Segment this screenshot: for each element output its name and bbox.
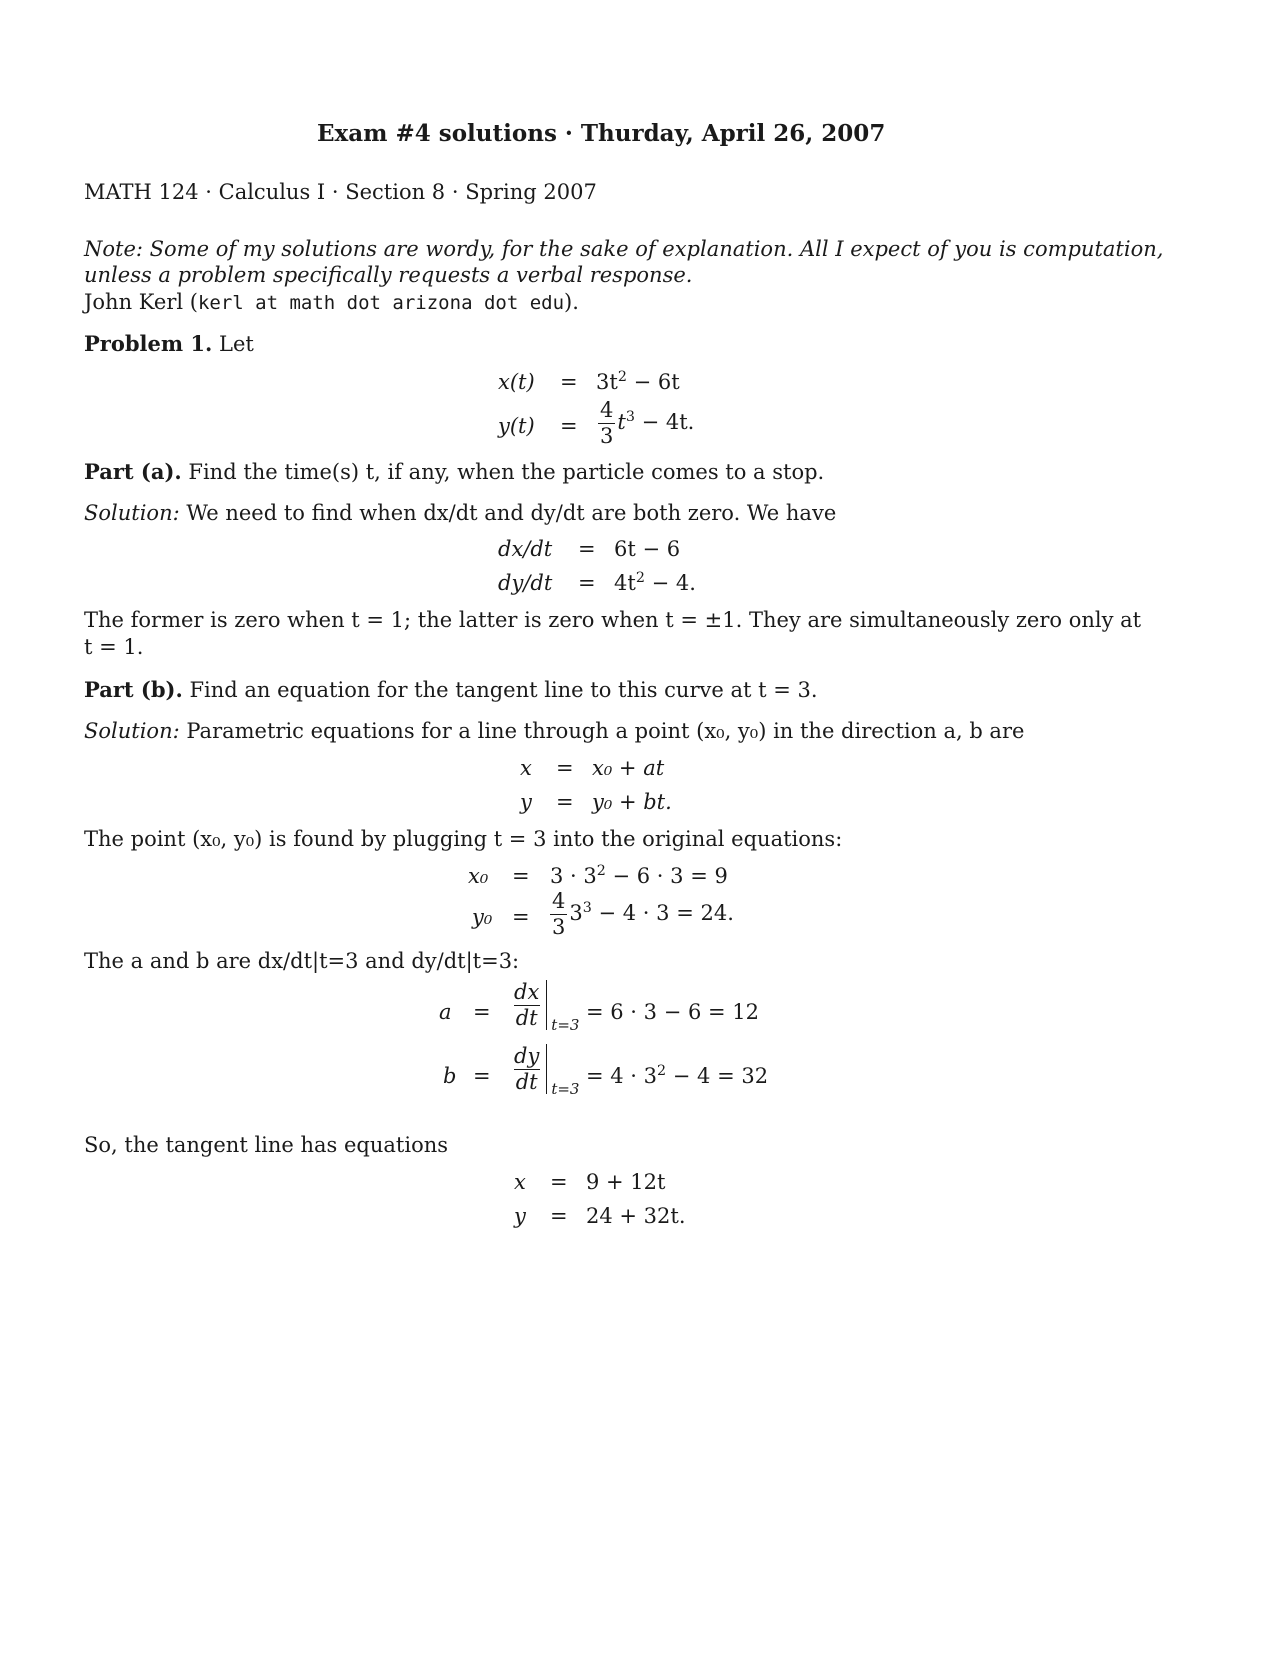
eq-y-rhs-t: t bbox=[617, 410, 626, 434]
y0-rhs-b: − 4 · 3 = 24. bbox=[591, 901, 734, 925]
b-eval-bar bbox=[546, 1044, 580, 1098]
tan-y-rhs: 24 + 32t. bbox=[586, 1204, 686, 1228]
a-equals: = bbox=[473, 1000, 491, 1024]
author-line bbox=[84, 292, 579, 313]
eq-x-rhs-b: − 6t bbox=[626, 370, 680, 394]
eq-y-lhs: y(t) bbox=[498, 414, 535, 438]
part-a-solution-line bbox=[84, 503, 836, 524]
a-den: dt bbox=[515, 1005, 538, 1030]
y0-rhs-exp: 3 bbox=[582, 900, 592, 917]
y0-equals: = bbox=[512, 905, 530, 929]
b-num: dy bbox=[514, 1043, 540, 1068]
eq-y-rhs-exp: 3 bbox=[625, 409, 635, 426]
a-lhs: a bbox=[439, 1000, 452, 1024]
b-rhs-exp: 2 bbox=[657, 1063, 667, 1080]
part-a-text: Find the time(s) t, if any, when the particle comes to a stop. bbox=[188, 460, 825, 484]
dy-equals: = bbox=[578, 571, 596, 595]
eq-x-rhs-a: 3t bbox=[596, 370, 618, 394]
part-b-solution-text: Parametric equations for a line through a point (x₀, y₀) in the direction a, b are bbox=[186, 719, 1025, 743]
line-x-rhs: x₀ + at bbox=[592, 756, 665, 780]
eq-x-equals: = bbox=[560, 370, 578, 394]
part-b-solution-line bbox=[84, 721, 1024, 742]
note-prefix: Note: bbox=[84, 237, 143, 261]
b-rhs-a: = 4 · 3 bbox=[586, 1064, 658, 1088]
a-frac bbox=[512, 979, 541, 1030]
ab-text: The a and b are dx/dt|t=3 and dy/dt|t=3: bbox=[84, 949, 520, 973]
author-name: John Kerl ( bbox=[84, 290, 198, 314]
part-a-solution-text: We need to find when dx/dt and dy/dt are both zero. We have bbox=[186, 501, 837, 525]
part-a-conclusion-2: t = 1. bbox=[84, 635, 144, 659]
dy-rhs-b: − 4. bbox=[644, 571, 696, 595]
a-rhs: = 6 · 3 − 6 = 12 bbox=[586, 1000, 759, 1024]
part-a-conclusion-1: The former is zero when t = 1; the latter is zero when t = ±1. They are simultaneously zero only at bbox=[84, 608, 1142, 632]
problem-text: Let bbox=[219, 332, 254, 356]
part-a-heading: Part (a). bbox=[84, 459, 182, 484]
eq-y-rhs-b: − 4t. bbox=[634, 410, 695, 434]
part-a-line bbox=[84, 461, 824, 483]
line-y-rhs: y₀ + bt. bbox=[592, 790, 672, 814]
b-frac bbox=[512, 1043, 541, 1094]
b-rhs bbox=[586, 1063, 769, 1088]
b-equals: = bbox=[473, 1064, 491, 1088]
y0-lhs: y₀ bbox=[472, 905, 493, 929]
part-b-solution-label: Solution: bbox=[84, 719, 180, 743]
line-x-equals: = bbox=[556, 756, 574, 780]
y0-frac-num: 4 bbox=[552, 889, 566, 913]
tan-y-lhs: y bbox=[514, 1204, 526, 1228]
tan-x-equals: = bbox=[550, 1170, 568, 1194]
a-num: dx bbox=[514, 979, 540, 1004]
dx-rhs: 6t − 6 bbox=[614, 537, 681, 561]
x0-lhs: x₀ bbox=[468, 864, 489, 888]
line-y-equals: = bbox=[556, 790, 574, 814]
dy-rhs bbox=[614, 570, 696, 595]
course-line: MATH 124 · Calculus I · Section 8 · Spring 2007 bbox=[84, 180, 597, 204]
so-text: So, the tangent line has equations bbox=[84, 1133, 449, 1157]
eq-y-frac-den: 3 bbox=[600, 424, 614, 448]
tan-y-equals: = bbox=[550, 1204, 568, 1228]
dy-rhs-exp: 2 bbox=[635, 570, 645, 587]
y0-rhs-a: 3 bbox=[569, 901, 583, 925]
part-b-line bbox=[84, 679, 818, 701]
note-line-2: unless a problem specifically requests a verbal response. bbox=[84, 263, 693, 287]
tan-x-rhs: 9 + 12t bbox=[586, 1170, 666, 1194]
y0-frac bbox=[550, 891, 567, 938]
problem-heading-line bbox=[84, 333, 254, 355]
x0-equals: = bbox=[512, 864, 530, 888]
part-a-solution-label: Solution: bbox=[84, 501, 180, 525]
point-text: The point (x₀, y₀) is found by plugging t = 3 into the original equations: bbox=[84, 827, 843, 851]
y0-rhs bbox=[548, 891, 734, 938]
dy-lhs: dy/dt bbox=[498, 571, 553, 595]
eq-y-equals: = bbox=[560, 414, 578, 438]
eq-y-rhs bbox=[596, 400, 694, 447]
b-eval: t=3 bbox=[551, 1080, 580, 1098]
author-email: kerl at math dot arizona dot edu bbox=[197, 292, 565, 314]
tan-x-lhs: x bbox=[514, 1170, 526, 1194]
line-x-lhs: x bbox=[520, 756, 532, 780]
b-lhs: b bbox=[443, 1064, 457, 1088]
x0-rhs bbox=[550, 863, 728, 888]
dx-equals: = bbox=[578, 537, 596, 561]
a-derivative bbox=[510, 979, 580, 1034]
page-title: Exam #4 solutions · Thurday, April 26, 2007 bbox=[317, 120, 886, 147]
a-eval-bar bbox=[546, 980, 580, 1034]
line-y-lhs: y bbox=[520, 790, 532, 814]
y0-frac-den: 3 bbox=[552, 915, 566, 939]
note-line-1 bbox=[84, 239, 1163, 260]
dy-rhs-a: 4t bbox=[614, 571, 636, 595]
x0-rhs-b: − 6 · 3 = 9 bbox=[605, 864, 728, 888]
a-eval: t=3 bbox=[551, 1016, 580, 1034]
eq-y-frac bbox=[598, 400, 615, 447]
x0-rhs-exp: 2 bbox=[596, 863, 606, 880]
b-den: dt bbox=[515, 1069, 538, 1094]
b-rhs-b: − 4 = 32 bbox=[666, 1064, 769, 1088]
eq-x-rhs bbox=[596, 369, 680, 394]
eq-x-lhs: x(t) bbox=[498, 370, 535, 394]
part-b-text: Find an equation for the tangent line to this curve at t = 3. bbox=[189, 678, 818, 702]
note-text-1: Some of my solutions are wordy, for the sake of explanation. All I expect of you is computation, bbox=[149, 237, 1164, 261]
problem-heading: Problem 1. bbox=[84, 331, 213, 356]
x0-rhs-a: 3 · 3 bbox=[550, 864, 597, 888]
eq-y-frac-num: 4 bbox=[600, 398, 614, 422]
dx-lhs: dx/dt bbox=[498, 537, 553, 561]
part-b-heading: Part (b). bbox=[84, 677, 183, 702]
b-derivative bbox=[510, 1043, 580, 1098]
author-close: ). bbox=[564, 290, 579, 314]
eq-x-rhs-exp: 2 bbox=[617, 369, 627, 386]
